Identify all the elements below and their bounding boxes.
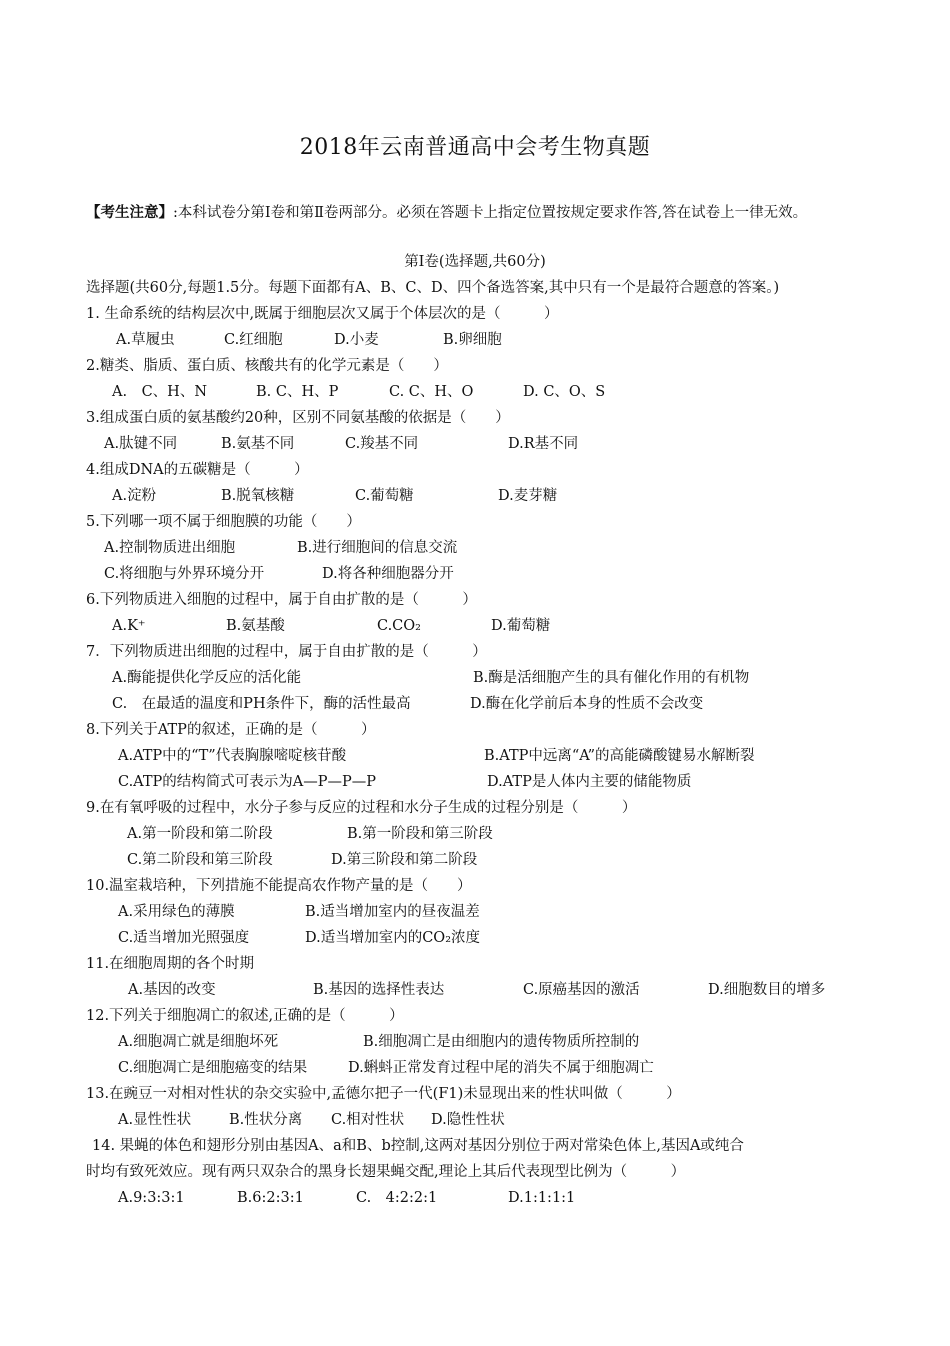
question-9-options	[0, 850, 950, 870]
question-2-options	[0, 382, 950, 402]
option: D.1:1:1:1	[508, 1190, 576, 1206]
notice-text: :本科试卷分第Ⅰ卷和第Ⅱ卷两部分。必须在答题卡上指定位置按规定要求作答,答在试卷上一律无效。	[173, 205, 808, 221]
question-4-stem: 4.组成DNA的五碳糖是（ ）	[86, 462, 309, 478]
question-1-stem: 1. 生命系统的结构层次中,既属于细胞层次又属于个体层次的是（ ）	[86, 306, 559, 322]
option: A.显性性状	[118, 1112, 192, 1128]
question-10-options	[0, 928, 950, 948]
option: B.基因的选择性表达	[313, 982, 445, 998]
question-4-options	[0, 486, 950, 506]
option: A.淀粉	[112, 488, 157, 504]
option: A. C、H、N	[112, 384, 208, 400]
option: B.性状分离	[229, 1112, 303, 1128]
option: D. C、O、S	[523, 384, 606, 400]
option: B.酶是活细胞产生的具有催化作用的有机物	[473, 670, 750, 686]
option: D.酶在化学前后本身的性质不会改变	[470, 696, 704, 712]
option: B. C、H、P	[256, 384, 339, 400]
page-title: 2018年云南普通高中会考生物真题	[299, 135, 651, 160]
option: B.进行细胞间的信息交流	[297, 540, 458, 556]
option: C.细胞凋亡是细胞癌变的结果	[118, 1060, 308, 1076]
option: B.氨基酸	[226, 618, 285, 634]
option: A.草履虫	[116, 332, 175, 348]
option: A.9:3:3:1	[118, 1190, 185, 1206]
option: B.卵细胞	[443, 332, 502, 348]
option: B.ATP中远离“A”的高能磷酸键易水解断裂	[484, 748, 755, 764]
option: A.采用绿色的薄膜	[118, 904, 235, 920]
option: D.将各种细胞器分开	[322, 566, 454, 582]
question-14-stem-continued: 时均有致死效应。现有两只双杂合的黑身长翅果蝇交配,理论上其后代表现型比例为（ ）	[86, 1164, 686, 1180]
option: B.脱氧核糖	[221, 488, 295, 504]
question-13-stem: 13.在豌豆一对相对性状的杂交实验中,孟德尔把子一代(F1)未显现出来的性状叫做（ ）	[86, 1086, 681, 1102]
question-14-options	[0, 1188, 950, 1208]
option: C.将细胞与外界环境分开	[104, 566, 265, 582]
option: D.葡萄糖	[491, 618, 551, 634]
part1-instructions: 选择题(共60分,每题1.5分。每题下面都有A、B、C、D、四个备选答案,其中只有一个是最符合题意的答案。)	[86, 280, 780, 296]
option: C.ATP的结构简式可表示为A—P—P—P	[118, 774, 377, 790]
option: A.酶能提供化学反应的活化能	[112, 670, 302, 686]
question-3-stem: 3.组成蛋白质的氨基酸约20种，区别不同氨基酸的依据是（ ）	[86, 410, 510, 426]
question-8-options	[0, 746, 950, 766]
option: D.ATP是人体内主要的储能物质	[487, 774, 692, 790]
question-5-options	[0, 564, 950, 584]
option: D.细胞数目的增多	[708, 982, 826, 998]
option: B.第一阶段和第三阶段	[347, 826, 493, 842]
question-6-options	[0, 616, 950, 636]
option: B.氨基不同	[221, 436, 295, 452]
question-7-options	[0, 694, 950, 714]
option: D.第三阶段和第二阶段	[331, 852, 478, 868]
option: C.CO₂	[377, 618, 421, 634]
question-12-options	[0, 1032, 950, 1052]
question-14-stem: 14. 果蝇的体色和翅形分别由基因A、a和B、b控制,这两对基因分别位于两对常染色体上,基因A或纯合	[92, 1138, 744, 1154]
notice-paragraph	[86, 200, 876, 226]
question-8-stem: 8.下列关于ATP的叙述，正确的是（ ）	[86, 722, 376, 738]
question-8-options	[0, 772, 950, 792]
option: C.羧基不同	[345, 436, 419, 452]
option: A.基因的改变	[128, 982, 216, 998]
option: A.第一阶段和第二阶段	[127, 826, 273, 842]
question-11-stem: 11.在细胞周期的各个时期	[86, 956, 255, 972]
option: C. 在最适的温度和PH条件下，酶的活性最高	[112, 696, 411, 712]
option: D.小麦	[334, 332, 379, 348]
question-12-stem: 12.下列关于细胞凋亡的叙述,正确的是（ ）	[86, 1008, 404, 1024]
question-3-options	[0, 434, 950, 454]
option: D.蝌蚪正常发育过程中尾的消失不属于细胞凋亡	[348, 1060, 654, 1076]
option: C.适当增加光照强度	[118, 930, 250, 946]
option: A.ATP中的“T”代表胸腺嘧啶核苷酸	[118, 748, 347, 764]
question-9-options	[0, 824, 950, 844]
option: A.控制物质进出细胞	[104, 540, 236, 556]
question-7-stem: 7．下列物质进出细胞的过程中，属于自由扩散的是（ ）	[86, 644, 487, 660]
question-7-options	[0, 668, 950, 688]
option: A.肽键不同	[104, 436, 178, 452]
question-5-options	[0, 538, 950, 558]
option: A.细胞凋亡就是细胞坏死	[118, 1034, 279, 1050]
part1-title: 第Ⅰ卷(选择题,共60分)	[404, 254, 546, 270]
option: A.K⁺	[112, 618, 146, 634]
question-10-stem: 10.温室栽培种，下列措施不能提高农作物产量的是（ ）	[86, 878, 472, 894]
question-9-stem: 9.在有氧呼吸的过程中，水分子参与反应的过程和水分子生成的过程分别是（ ）	[86, 800, 637, 816]
option: C.红细胞	[224, 332, 283, 348]
option: B.细胞凋亡是由细胞内的遗传物质所控制的	[363, 1034, 640, 1050]
notice-label: 【考生注意】	[86, 204, 173, 221]
option: B.适当增加室内的昼夜温差	[305, 904, 480, 920]
question-11-options	[0, 980, 950, 1000]
question-6-stem: 6.下列物质进入细胞的过程中，属于自由扩散的是（ ）	[86, 592, 477, 608]
question-10-options	[0, 902, 950, 922]
question-12-options	[0, 1058, 950, 1078]
option: C.原癌基因的激活	[523, 982, 640, 998]
question-1-options	[0, 330, 950, 350]
option: C. 4:2:2:1	[356, 1190, 438, 1206]
question-5-stem: 5.下列哪一项不属于细胞膜的功能（ ）	[86, 514, 361, 530]
option: D.隐性性状	[431, 1112, 505, 1128]
question-13-options	[0, 1110, 950, 1130]
question-2-stem: 2.糖类、脂质、蛋白质、核酸共有的化学元素是（ ）	[86, 358, 448, 374]
option: D.R基不同	[508, 436, 579, 452]
option: D.适当增加室内的CO₂浓度	[305, 930, 481, 946]
option: C.相对性状	[331, 1112, 405, 1128]
option: B.6:2:3:1	[237, 1190, 304, 1206]
option: C.葡萄糖	[355, 488, 414, 504]
option: C. C、H、O	[389, 384, 474, 400]
option: D.麦芽糖	[498, 488, 558, 504]
option: C.第二阶段和第三阶段	[127, 852, 273, 868]
